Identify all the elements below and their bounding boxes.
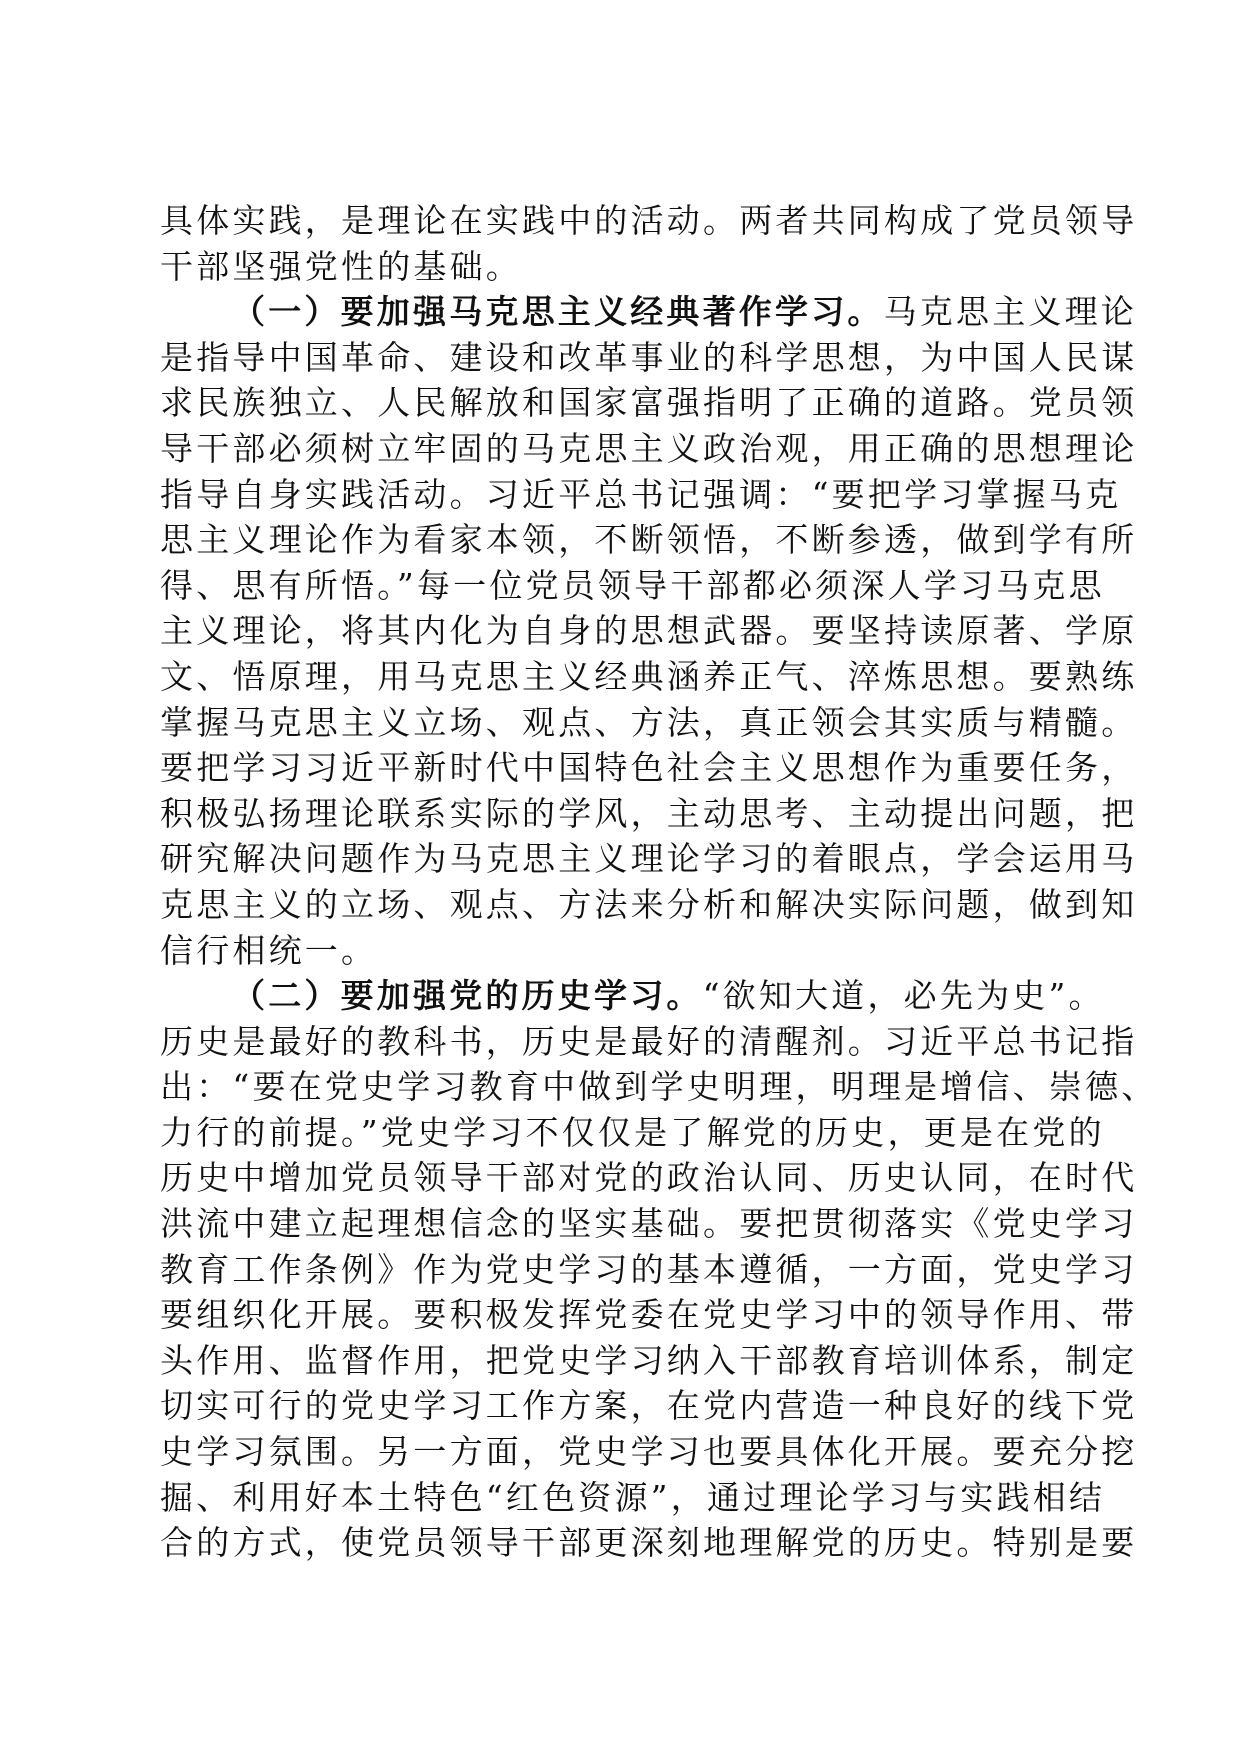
text-line: 历史中增加党员领导干部对党的政治认同、历史认同，在时代	[160, 1158, 1138, 1198]
section-2-heading: （二）要加强党的历史学习。	[232, 976, 703, 1016]
text-line: 求民族独立、人民解放和国家富强指明了正确的道路。党员领	[160, 383, 1138, 423]
text-line: 力行的前提。”党史学习不仅仅是了解党的历史，更是在党的	[160, 1112, 1105, 1152]
section-1-paragraph	[160, 289, 1138, 973]
section-1-first-line-text: 马克思主义理论	[883, 292, 1138, 332]
text-line: 出：“要在党史学习教育中做到学史明理，明理是增信、崇德、	[160, 1067, 1158, 1107]
document-page	[160, 198, 1158, 1566]
text-line: 史学习氛围。另一方面，党史学习也要具体化开展。要充分挖	[160, 1432, 1138, 1472]
section-2-paragraph	[160, 973, 1158, 1566]
text-line: 研究解决问题作为马克思主义理论学习的着眼点，学会运用马	[160, 839, 1138, 879]
text-line: 要组织化开展。要积极发挥党委在党史学习中的领导作用、带	[160, 1295, 1138, 1335]
text-line: 切实可行的党史学习工作方案，在党内营造一种良好的线下党	[160, 1386, 1138, 1426]
intro-paragraph	[160, 198, 1138, 289]
text-line: 教育工作条例》作为党史学习的基本遵循，一方面，党史学习	[160, 1249, 1138, 1289]
text-line: 具体实践，是理论在实践中的活动。两者共同构成了党员领导	[160, 201, 1138, 240]
text-line: 头作用、监督作用，把党史学习纳入干部教育培训体系，制定	[160, 1340, 1138, 1380]
text-line: 是指导中国革命、建设和改革事业的科学思想，为中国人民谋	[160, 337, 1138, 377]
text-line: 思主义理论作为看家本领，不断领悟，不断参透，做到学有所	[160, 520, 1138, 560]
section-1-heading: （一）要加强马克思主义经典著作学习。	[232, 292, 884, 332]
section-1-first-line	[160, 289, 1138, 335]
text-line: 掌握马克思主义立场、观点、方法，真正领会其实质与精髓。	[160, 702, 1138, 742]
text-line: 洪流中建立起理想信念的坚实基础。要把贯彻落实《党史学习	[160, 1204, 1138, 1244]
section-2-first-line	[160, 973, 1105, 1019]
text-line: 信行相统一。	[160, 930, 378, 970]
text-line: 导干部必须树立牢固的马克思主义政治观，用正确的思想理论	[160, 428, 1138, 468]
text-line: 历史是最好的教科书，历史是最好的清醒剂。习近平总书记指	[160, 1021, 1138, 1061]
text-line: 指导自身实践活动。习近平总书记强调：“要把学习掌握马克	[160, 474, 1122, 514]
text-line: 要把学习习近平新时代中国特色社会主义思想作为重要任务，	[160, 748, 1138, 788]
text-line: 合的方式，使党员领导干部更深刻地理解党的历史。特别是要	[160, 1523, 1138, 1563]
text-line: 克思主义的立场、观点、方法来分析和解决实际问题，做到知	[160, 884, 1138, 924]
text-line: 掘、利用好本土特色“红色资源”，通过理论学习与实践相结	[160, 1477, 1106, 1517]
text-line: 积极弘扬理论联系实际的学风，主动思考、主动提出问题，把	[160, 793, 1138, 833]
text-line: 干部坚强党性的基础。	[160, 246, 522, 286]
text-line: 文、悟原理，用马克思主义经典涵养正气、淬炼思想。要熟练	[160, 656, 1138, 696]
text-line: 得、思有所悟。”每一位党员领导干部都必须深人学习马克思	[160, 565, 1105, 605]
section-2-first-line-text: “欲知大道，必先为史”。	[702, 976, 1105, 1016]
text-line: 主义理论，将其内化为自身的思想武器。要坚持读原著、学原	[160, 611, 1138, 651]
